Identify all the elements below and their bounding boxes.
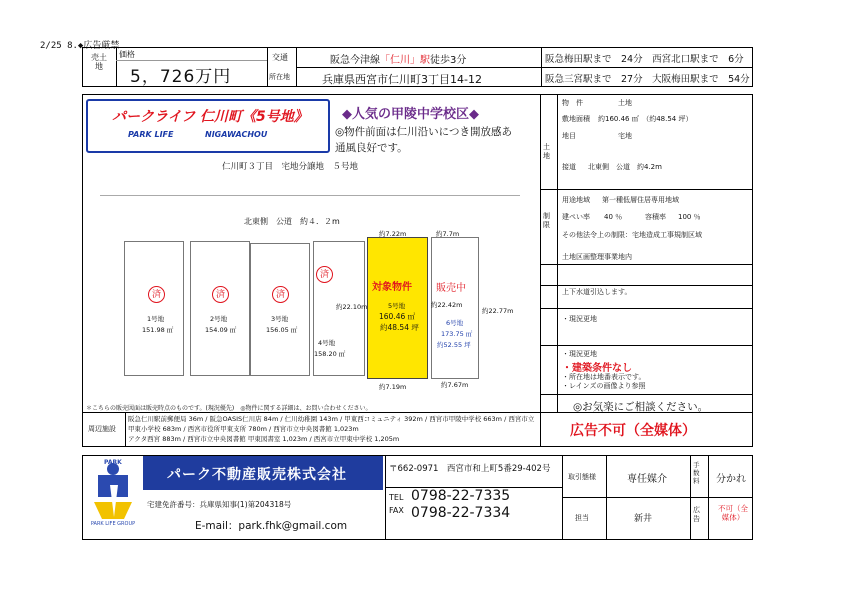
lot-5-no: 5号地	[388, 302, 406, 310]
ad-label: 広告	[693, 506, 700, 523]
lot-1	[124, 241, 184, 376]
page-reference: 2/25 8.◆広告厳禁	[40, 41, 120, 51]
flyer-note-2: 通風良好です。	[335, 142, 408, 154]
no-building-condition: ・建築条件なし	[562, 363, 632, 374]
neighborhood-text: 阪急仁川駅前郵便局 36m / 阪急OASIS仁川店 84m / 仁川幼稚園 143m / 甲東西コミュニティ 392m / 西宮市甲陵中学校 663m / 西宮市立甲東小学校 683m / 西宮市役所甲東支所 780m / 西宮市立中央図書館 1,023m アクタ西宮 883m / 西宮市立中央図書館 甲東図書室 1,023m / 西宮市立甲東中学校 1,205m	[128, 415, 535, 443]
consult-message: ◎お気楽にご相談ください。	[573, 401, 709, 413]
company-logo: PARK PARK LIFE GROUP	[90, 459, 136, 527]
kind-value: 土地	[618, 99, 632, 107]
fee-value: 分かれ	[716, 474, 746, 485]
deal-type-label: 取引態様	[568, 473, 596, 481]
lot-1-no: 1号地	[147, 315, 165, 323]
land-use-label: 地目	[562, 132, 576, 140]
sold-stamp-1: 済	[148, 286, 165, 303]
lot-2-no: 2号地	[210, 315, 228, 323]
dim-bottom-6: 約7.67m	[441, 381, 469, 389]
misc-restriction-2: 土地区画整理事業地内	[562, 253, 632, 261]
company-address: 〒662-0971 西宮市和上町5番29-402号	[389, 464, 551, 474]
dim-side-4: 約22.10m	[336, 303, 368, 311]
property-address: 兵庫県西宮市仁川町3丁目14-12	[322, 73, 482, 86]
remark-vacant: ・現況更地	[562, 350, 597, 358]
sold-stamp-3: 済	[272, 286, 289, 303]
lot-3	[250, 243, 310, 376]
neighborhood-label: 周辺施設	[88, 425, 116, 433]
road-value: 北東側 公道 約4.2m	[588, 163, 662, 171]
lot-3-no: 3号地	[271, 315, 289, 323]
remark-address-note: ・所在地は地番表示です。	[562, 373, 646, 381]
lot-6-area: 173.75 ㎡	[441, 330, 473, 338]
flyer-brand-en: PARK LIFE	[128, 130, 174, 139]
on-sale-label: 販売中	[436, 283, 466, 294]
lot-2-area: 154.09 ㎡	[205, 326, 237, 334]
dim-top-6: 約7.7m	[436, 230, 460, 238]
ad-value: 不可（全媒体）	[718, 504, 748, 522]
zoning-value: 第一種低層住居専用地域	[602, 196, 679, 204]
lot-3-area: 156.05 ㎡	[266, 326, 298, 334]
school-district: ◆人気の甲陵中学校区◆	[342, 107, 479, 122]
remark-1: ・現況更地	[562, 315, 597, 323]
flyer-note-1: ◎物件前面は仁川沿いにつき開放感あ	[335, 126, 512, 138]
road-label: 北東側 公道 約４．２m	[244, 217, 340, 226]
far-value: 100 ％	[678, 213, 701, 221]
misc-restriction-1: その他法令上の制限：宅地造成工事規制区域	[562, 231, 702, 239]
lot-4-no: 4号地	[318, 339, 336, 347]
transport-label: 交通	[272, 53, 288, 62]
no-advertising-notice: 広告不可（全媒体）	[570, 423, 696, 439]
lot-2	[190, 241, 250, 376]
property-type-label: 売土地	[91, 53, 107, 71]
road-label: 接道	[562, 163, 576, 171]
lot-1-area: 151.98 ㎡	[142, 326, 174, 334]
sold-stamp-4: 済	[316, 266, 333, 283]
deal-type-value: 専任媒介	[627, 474, 667, 485]
dim-bottom-5: 約7.19m	[379, 383, 407, 391]
lot-5-area: 160.46 ㎡	[379, 312, 416, 321]
company-license: 宅建免許番号：兵庫県知事(1)第204318号	[147, 500, 292, 509]
coverage-value: 40 ％	[604, 213, 623, 221]
access-umeda: 阪急梅田駅まで 24分 西宮北口駅まで 6分	[545, 54, 744, 65]
price-label: 価格	[119, 50, 135, 59]
disclaimer: ＊こちらの販売図面は販売時点のものです。(現況優先) ◎物件に関する詳細は、お問い合わせください。	[86, 405, 372, 412]
flyer-brand: パークライフ	[112, 109, 196, 125]
price-value: 5，726万円	[130, 67, 232, 87]
flyer-title: 仁川町《5号地》	[200, 109, 308, 125]
tel-label: TEL	[389, 493, 404, 502]
land-use-value: 宅地	[618, 132, 632, 140]
lot-5-tsubo: 約48.54 坪	[380, 323, 419, 332]
lot-6-tsubo: 約52.55 坪	[437, 341, 471, 349]
staff-value: 新井	[634, 514, 653, 524]
land-area-value: 約160.46 ㎡ （約48.54 坪）	[598, 115, 693, 123]
coverage-label: 建ぺい率	[562, 213, 590, 221]
tel-number: 0798-22-7335	[411, 488, 511, 504]
water-supply: 上下水道引込します。	[562, 288, 632, 296]
access-sannomiya: 阪急三宮駅まで 27分 大阪梅田駅まで 54分	[545, 74, 750, 85]
company-email: E-mail：park.fhk@gmail.com	[195, 520, 348, 532]
dim-side-5: 約22.42m	[431, 301, 463, 309]
far-label: 容積率	[645, 213, 666, 221]
remark-reins: ・レインズの画像より参照	[562, 382, 646, 390]
lot-6-no: 6号地	[446, 319, 464, 327]
target-property-label: 対象物件	[372, 282, 412, 293]
lot-4-area: 158.20 ㎡	[314, 350, 346, 358]
plan-title: 仁川町３丁目 宅地分譲地 ５号地	[222, 162, 359, 172]
zoning-label: 用途地域	[562, 196, 590, 204]
flyer-title-en: NIGAWACHOU	[205, 130, 268, 139]
transport-line: 阪急今津線「仁川」駅徒歩3分	[330, 55, 467, 66]
fax-number: 0798-22-7334	[411, 505, 511, 521]
company-name: パーク不動産販売株式会社	[167, 467, 347, 483]
staff-label: 担当	[575, 514, 589, 522]
sold-stamp-2: 済	[212, 286, 229, 303]
dim-top-5: 約7.22m	[379, 230, 407, 238]
fee-label: 手数料	[693, 461, 700, 485]
fax-label: FAX	[389, 506, 404, 515]
kind-label: 物 件	[562, 99, 583, 107]
address-label: 所在地	[269, 73, 290, 81]
dim-side-6: 約22.77m	[482, 307, 514, 315]
land-area-label: 敷地面積	[562, 115, 590, 123]
